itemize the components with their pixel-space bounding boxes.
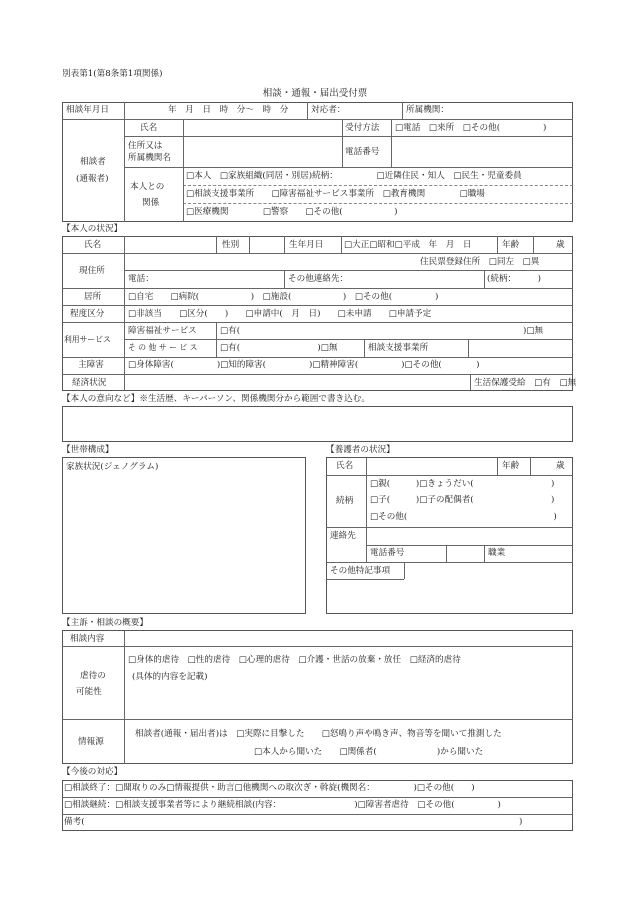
caregiver-notes-label: その他特記事項	[330, 566, 391, 576]
info-source-row1[interactable]: 相談者(通報・届出者)は □実際に目撃した □怒鳴り声や鳴き声、物音等を聞いて推測した	[135, 729, 502, 739]
intake-date-field[interactable]: 年 月 日 時 分〜 時 分	[168, 105, 289, 115]
relation-label: 本人との	[130, 182, 165, 192]
caregiver-age-unit: 歳	[556, 461, 565, 471]
summary-section-title: 【主訴・相談の概要】	[62, 618, 148, 628]
other-service-options[interactable]: □有( )□無	[220, 343, 338, 353]
caregiver-relation-row3[interactable]: □その他( )	[370, 512, 557, 522]
other-contact-label: その他連絡先：	[288, 274, 349, 284]
caregiver-relation-label: 続柄	[336, 496, 354, 506]
address-label: 住所又は	[128, 141, 163, 151]
disability-label: 主障害	[78, 360, 104, 370]
form-title: 相談・通報・届出受付票	[262, 88, 368, 99]
abuse-detail-label: (具体的内容を記載)	[132, 672, 208, 682]
person-name-label: 氏名	[84, 240, 102, 250]
summary-content-label: 相談内容	[70, 634, 105, 644]
followup-notes-label: 備考(	[64, 817, 85, 827]
residence-label: 居所	[84, 292, 102, 302]
followup-end-row[interactable]: □相談終了：□聞取りのみ□情報提供・助言□他機関への取次ぎ・斡旋(機関名： )□その他( )	[64, 783, 475, 793]
info-source-label: 情報源	[78, 737, 104, 747]
consultant-name-label: 氏名	[140, 123, 158, 133]
caregiver-job-label: 職業	[488, 548, 506, 558]
intention-box[interactable]	[62, 406, 573, 442]
abuse-type-options[interactable]: □身体的虐待 □性的虐待 □心理的虐待 □介護・世話の放棄・放任 □経済的虐待	[128, 655, 461, 665]
caregiver-relation-row1[interactable]: □親( )□きょうだい( )	[370, 479, 555, 489]
birth-options[interactable]: □大正□昭和□平成 年 月 日	[344, 240, 472, 250]
disability-options[interactable]: □身体障害( )□知的障害( )□精神障害( )□その他( )	[128, 360, 480, 370]
caregiver-phone-label: 電話番号	[370, 548, 405, 558]
method-label: 受付方法	[345, 123, 380, 133]
residence-options[interactable]: □自宅 □病院( ) □施設( ) □その他( )	[128, 292, 439, 302]
welfare-benefit-options[interactable]: 生活保護受給 □有 □無	[474, 378, 577, 388]
summary-table	[62, 630, 573, 764]
address-sublabel: 所属機関名	[128, 153, 171, 163]
welfare-service-no[interactable]: )□無	[523, 326, 544, 336]
family-status-label: 家族状況(ジェノグラム)	[66, 462, 159, 472]
intake-date-label: 相談年月日	[66, 105, 109, 115]
relation-options-row1[interactable]: □本人 □家族組織(同居・別居)続柄： □近隣住民・知人 □民生・児童委員	[186, 171, 522, 181]
consultant-group-label: 相談者	[80, 157, 106, 167]
intention-section-title: 【本人の意向など】※生活歴、キーパーソン、関係機関分から範囲で書き込む。	[62, 394, 370, 404]
household-section-title: 【世帯構成】	[62, 445, 114, 455]
resident-registration[interactable]: 住民票登録住所 □同左 □異	[420, 257, 540, 267]
relation-options-row3[interactable]: □医療機関 □警察 □その他( )	[186, 207, 398, 217]
abuse-sublabel: 可能性	[76, 687, 102, 697]
caregiver-relation-row2[interactable]: □子( )□子の配偶者( )	[370, 495, 555, 505]
contact-relation: (続柄： )	[487, 274, 541, 284]
handler-label: 対応者：	[311, 105, 346, 115]
welfare-service-yes[interactable]: □有(	[220, 326, 241, 336]
followup-continue-row[interactable]: □相談継続：□相談支援事業者等により継続相談(内容： )□障害者虐待 □その他( )	[64, 800, 501, 810]
other-service-label: そ の 他 サ ー ビ ス	[128, 343, 198, 352]
caregiver-section-title: 【養護者の状況】	[326, 445, 395, 455]
abuse-label: 虐待の	[80, 671, 106, 681]
agency-label: 所属機関：	[406, 105, 449, 115]
level-options[interactable]: □非該当 □区分( ) □申請中( 月 日) □未申請 □申請予定	[128, 309, 432, 319]
age-unit: 歳	[556, 240, 565, 250]
level-label: 程度区分	[70, 309, 105, 319]
consultant-phone-label: 電話番号	[345, 147, 380, 157]
person-section-title: 【本人の状況】	[62, 224, 123, 234]
economy-label: 経済状況	[72, 378, 107, 388]
service-label: 利用サービス	[64, 335, 111, 344]
caregiver-age-label: 年齢	[502, 461, 520, 471]
caregiver-contact-label: 連絡先	[330, 531, 356, 541]
form-reference: 別表第1(第8条第1項関係)	[62, 69, 163, 79]
info-source-row2[interactable]: □本人から聞いた □関係者( )から聞いた	[254, 747, 484, 757]
sex-label: 性別	[222, 240, 240, 250]
current-address-label: 現住所	[79, 266, 105, 276]
method-options[interactable]: □電話 □来所 □その他( )	[395, 123, 547, 133]
birth-label: 生年月日	[289, 240, 324, 250]
followup-notes-close: )	[519, 817, 523, 827]
relation-sublabel: 関係	[142, 198, 160, 208]
person-phone-label: 電話：	[128, 274, 154, 284]
relation-options-row2[interactable]: □相談支援事業所 □障害福祉サービス事業所 □教育機関 □職場	[186, 189, 485, 199]
consultant-group-sublabel: (通報者)	[76, 174, 109, 184]
support-office-label: 相談支援事業所	[368, 343, 429, 353]
welfare-service-label: 障害福祉サービス	[128, 326, 197, 336]
age-label: 年齢	[502, 240, 520, 250]
caregiver-name-label: 氏名	[336, 461, 354, 471]
household-box[interactable]	[62, 457, 306, 614]
followup-section-title: 【今後の対応】	[62, 767, 123, 777]
